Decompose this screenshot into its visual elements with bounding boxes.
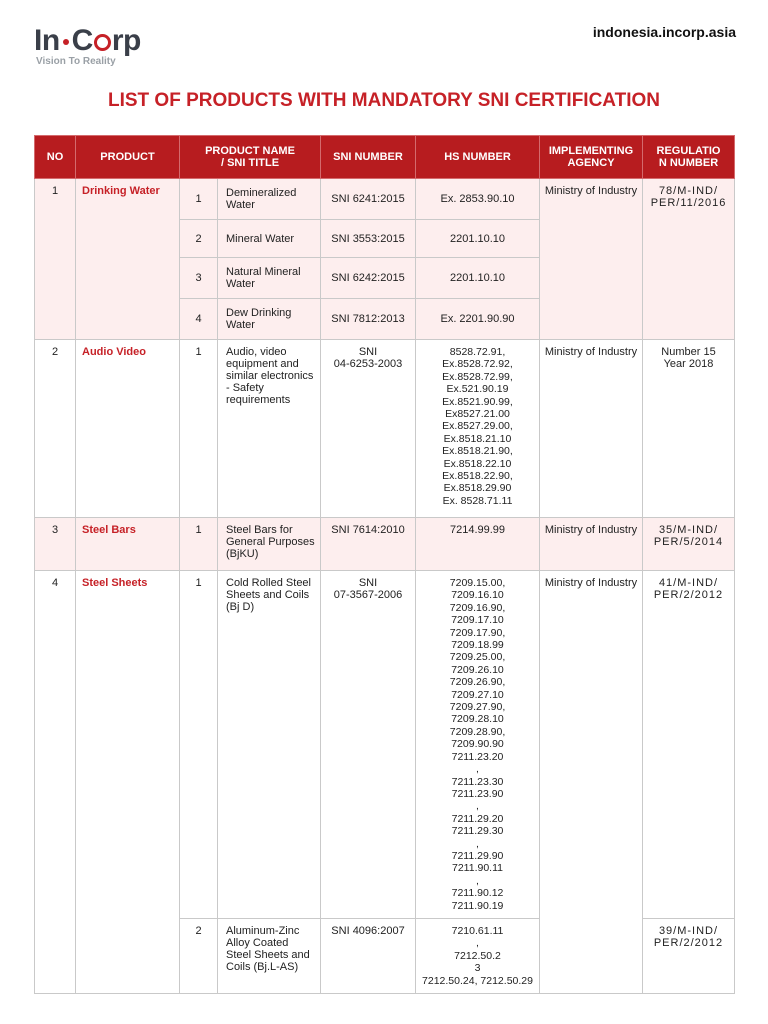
agency: Ministry of Industry [540,571,643,994]
hs-code: 7211.23.30 [451,775,504,788]
hs-code: 7209.28.90, [449,725,506,738]
row-product: Audio Video [76,340,180,518]
agency: Ministry of Industry [540,518,643,571]
sni-number: SNI 6241:2015 [321,179,416,220]
header-sni-number: SNI NUMBER [321,136,416,179]
sni-number: SNI 04-6253-2003 [321,340,416,518]
hs-number-list [416,918,540,993]
hs-code: Ex.8518.22.10 [443,457,512,470]
logo-text-c: C [71,24,93,57]
hs-code: 7209.16.10 [451,589,504,602]
hs-number-list [416,571,540,919]
sni-number: SNI 07-3567-2006 [321,571,416,919]
header-regulation: REGULATIO N NUMBER [643,136,735,179]
sni-number: SNI 3553:2015 [321,220,416,258]
table-row [35,518,735,571]
row-no: 3 [35,518,76,571]
hs-code: 7209.17.90, [449,626,506,639]
hs-code: 7211.90.19 [451,899,504,912]
header-product: PRODUCT [76,136,180,179]
hs-code: 7211.23.90 [451,787,504,800]
website-url: indonesia.incorp.asia [592,24,736,40]
logo-dot-icon [63,39,69,45]
product-name: Natural Mineral Water [218,258,321,299]
hs-code: 7211.29.90 [451,849,504,862]
hs-code: Ex.8518.21.90, [442,445,513,458]
hs-code: , [476,937,479,950]
hs-code: Ex8527.21.00 [445,408,510,421]
agency: Ministry of Industry [540,340,643,518]
sub-no: 4 [180,299,218,340]
hs-code: 7209.27.90, [449,701,506,714]
hs-code: Ex. 8528.71.11 [442,494,513,507]
hs-number: 2201.10.10 [416,258,540,299]
hs-code: 7209.27.10 [451,688,504,701]
hs-code: 7209.25.00, [449,651,506,664]
hs-number-list [416,340,540,518]
table-row [35,340,735,518]
table-row [35,571,735,919]
sub-no: 1 [180,340,218,518]
hs-code: 7209.28.10 [451,713,504,726]
hs-code: 7209.18.99 [451,639,504,652]
hs-number: 2201.10.10 [416,220,540,258]
hs-code: 8528.72.91, [449,346,506,358]
row-no: 1 [35,179,76,340]
header-no: NO [35,136,76,179]
hs-code: Ex.8518.29.90 [443,482,512,495]
sni-number: SNI 7812:2013 [321,299,416,340]
product-name: Demineralized Water [218,179,321,220]
row-no: 2 [35,340,76,518]
hs-code: 7209.26.10 [451,663,504,676]
hs-code: 7211.29.20 [451,812,504,825]
row-product: Steel Sheets [76,571,180,994]
product-name: Audio, video equipment and similar electronics - Safety requirements [218,340,321,518]
hs-code: 7209.16.90, [449,601,506,614]
hs-number: Ex. 2853.90.10 [416,179,540,220]
hs-code: , [476,800,479,813]
hs-code: 7209.26.90, [449,676,506,689]
product-name: Dew Drinking Water [218,299,321,340]
hs-code: 7211.90.11 [452,862,503,875]
hs-code: 7209.15.00, [449,577,506,589]
hs-code: Ex.8528.72.92, [442,358,513,371]
hs-code: 7211.29.30 [451,825,504,838]
sub-no: 1 [180,518,218,571]
hs-code: 7212.50.24, 7212.50.29 [422,974,533,987]
page-title: LIST OF PRODUCTS WITH MANDATORY SNI CERTIFICATION [107,90,661,111]
hs-code: 7210.61.11 [451,924,504,937]
hs-code: , [476,874,479,887]
sub-no: 1 [180,179,218,220]
hs-code: 7211.23.20 [451,750,504,763]
regulation: 35/M-IND/ PER/5/2014 [643,518,735,571]
hs-number: Ex. 2201.90.90 [416,299,540,340]
sni-number: SNI 7614:2010 [321,518,416,571]
sni-number: SNI 6242:2015 [321,258,416,299]
header-hs-number: HS NUMBER [416,136,540,179]
hs-code: , [476,837,479,850]
logo-text-rp: rp [111,24,141,57]
sub-no: 2 [180,220,218,258]
hs-code: 7211.90.12 [451,887,504,900]
logo-text-in: In [34,24,60,57]
sni-number: SNI 4096:2007 [321,918,416,993]
header-agency: IMPLEMENTING AGENCY [540,136,643,179]
hs-code: 7209.17.10 [451,614,504,627]
regulation: 39/M-IND/ PER/2/2012 [643,918,735,993]
hs-code: Ex.8518.21.10 [443,432,512,445]
regulation: 41/M-IND/ PER/2/2012 [643,571,735,919]
hs-code: Ex.8518.22.90, [442,470,513,483]
hs-code: Ex.521.90.19 [446,383,509,396]
agency: Ministry of Industry [540,179,643,340]
hs-code: 3 [474,962,481,975]
globe-icon [94,34,111,51]
hs-code: Ex.8528.72.99, [442,370,513,383]
regulation: Number 15 Year 2018 [643,340,735,518]
sub-no: 2 [180,918,218,993]
products-table [34,135,735,994]
product-name: Mineral Water [218,220,321,258]
hs-code: 7209.90.90 [451,738,504,751]
row-product: Drinking Water [76,179,180,340]
hs-code: Ex.8521.90.99, [442,395,513,408]
product-name: Aluminum-Zinc Alloy Coated Steel Sheets and Coils (Bj.L-AS) [218,918,321,993]
row-no: 4 [35,571,76,994]
table-row [35,179,735,220]
hs-code: Ex.8527.29.00, [442,420,513,433]
table-header-row [35,136,735,179]
header-product-name: PRODUCT NAME / SNI TITLE [180,136,321,179]
row-product: Steel Bars [76,518,180,571]
hs-number: 7214.99.99 [416,518,540,571]
sub-no: 1 [180,571,218,919]
product-name: Steel Bars for General Purposes (BjKU) [218,518,321,571]
hs-code: 7212.50.2 [454,949,501,962]
tagline: Vision To Reality [36,56,116,67]
sub-no: 3 [180,258,218,299]
regulation: 78/M-IND/ PER/11/2016 [643,179,735,340]
product-name: Cold Rolled Steel Sheets and Coils (Bj D) [218,571,321,919]
hs-code: , [476,763,479,776]
